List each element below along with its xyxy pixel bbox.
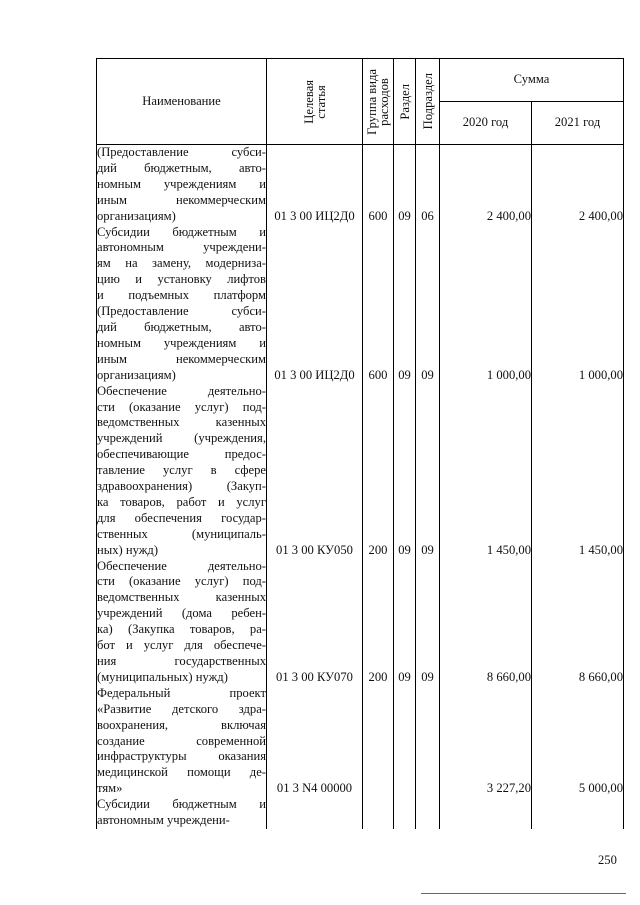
row-name-line: учреждений (учреждения, (97, 431, 266, 446)
row-code: 01 3 00 ИЦ2Д0 (267, 225, 363, 384)
row-name-line: ка) (Закупка товаров, ра- (97, 622, 266, 637)
header-expense-group: Группа вида расходов (363, 59, 394, 145)
row-name-line: номным учреждениям и (97, 335, 266, 350)
row-name-line: ям на замену, модерниза- (97, 256, 266, 271)
row-subsection: 06 (416, 145, 440, 225)
table-body (97, 145, 624, 829)
row-section: 09 (394, 384, 416, 559)
row-amount-2020: 8 660,00 (440, 559, 532, 686)
row-expense-group (363, 686, 394, 797)
row-expense-group (363, 797, 394, 829)
row-name-line: ведомственных казенных (97, 415, 266, 430)
row-expense-group: 200 (363, 559, 394, 686)
row-name-line: для обеспечения государ- (97, 510, 266, 525)
header-year-2021: 2021 год (532, 102, 624, 145)
table-row (97, 686, 624, 797)
row-amount-2020: 1 450,00 (440, 384, 532, 559)
row-amount-2020: 3 227,20 (440, 686, 532, 797)
header-sum: Сумма (440, 59, 624, 102)
row-name-line: (муниципальных) нужд) (97, 669, 228, 684)
row-name-line: ведомственных казенных (97, 590, 266, 605)
row-name-line: тавление услуг в сфере (97, 463, 266, 478)
row-name-line: номным учреждениям и (97, 176, 266, 191)
row-subsection (416, 686, 440, 797)
row-name-line: здравоохранения) (Закуп- (97, 479, 266, 494)
row-name-line: ственных (муниципаль- (97, 526, 266, 541)
table-row (97, 797, 624, 829)
row-subsection: 09 (416, 225, 440, 384)
row-name (97, 145, 267, 225)
row-expense-group: 600 (363, 225, 394, 384)
row-name (97, 686, 267, 797)
row-section: 09 (394, 225, 416, 384)
row-name-line: автономным учреждени- (97, 813, 230, 828)
row-expense-group: 600 (363, 145, 394, 225)
row-name-line: ных) нужд) (97, 542, 159, 557)
row-name-line: воохранения, включая (97, 717, 266, 732)
header-subsection: Подраздел (416, 59, 440, 145)
row-name-line: Субсидии бюджетным и (97, 797, 266, 812)
row-name-line: (Предоставление субси- (97, 145, 266, 159)
row-amount-2020: 2 400,00 (440, 145, 532, 225)
row-amount-2021: 1 450,00 (532, 384, 624, 559)
row-subsection (416, 797, 440, 829)
budget-table (96, 58, 624, 829)
row-name-line: дий бюджетным, авто- (97, 160, 266, 175)
row-name-line: обеспечивающие предос- (97, 447, 266, 462)
row-name-line: Федеральный проект (97, 685, 266, 700)
row-expense-group: 200 (363, 384, 394, 559)
row-name-line: создание современной (97, 733, 266, 748)
row-name-line: «Развитие детского здра- (97, 701, 266, 716)
page-number: 250 (598, 853, 617, 867)
row-name-line: ния государственных (97, 654, 266, 668)
row-name-line: организациям) (97, 367, 176, 382)
row-amount-2020 (440, 797, 532, 829)
row-code: 01 3 00 ИЦ2Д0 (267, 145, 363, 225)
row-name-line: медицинской помощи де- (97, 765, 266, 780)
header-section: Раздел (394, 59, 416, 145)
row-name-line: иным некоммерческим (97, 192, 266, 207)
row-name-line: инфраструктуры оказания (97, 749, 266, 764)
table-row (97, 559, 624, 686)
row-code (267, 797, 363, 829)
row-name-line: (Предоставление субси- (97, 304, 266, 319)
header-target-article: Целевая статья (267, 59, 363, 145)
row-name-line: бот и услуг для обеспече- (97, 638, 266, 653)
table-row (97, 384, 624, 559)
row-amount-2020: 1 000,00 (440, 225, 532, 384)
row-name (97, 384, 267, 559)
row-name-line: учреждений (дома ребен- (97, 606, 266, 621)
row-name-line: Субсидии бюджетным и (97, 224, 266, 239)
row-name-line: ка товаров, работ и услуг (97, 494, 266, 509)
row-name-line: сти (оказание услуг) под- (97, 399, 266, 414)
row-section: 09 (394, 145, 416, 225)
row-name-line: и подъемных платформ (97, 288, 266, 303)
row-name (97, 559, 267, 686)
row-code: 01 3 N4 00000 (267, 686, 363, 797)
row-section (394, 686, 416, 797)
row-section (394, 797, 416, 829)
row-subsection: 09 (416, 384, 440, 559)
row-subsection: 09 (416, 559, 440, 686)
row-name (97, 225, 267, 384)
row-name-line: Обеспечение деятельно- (97, 383, 266, 398)
row-name-line: иным некоммерческим (97, 351, 266, 366)
footer-rule (421, 893, 626, 894)
row-name-line: сти (оказание услуг) под- (97, 574, 266, 589)
header-year-2020: 2020 год (440, 102, 532, 145)
row-amount-2021: 1 000,00 (532, 225, 624, 384)
row-name-line: тям» (97, 781, 123, 796)
row-name (97, 797, 267, 829)
row-amount-2021: 5 000,00 (532, 686, 624, 797)
row-name-line: цию и установку лифтов (97, 272, 266, 287)
row-section: 09 (394, 559, 416, 686)
row-code: 01 3 00 КУ070 (267, 559, 363, 686)
row-name-line: организациям) (97, 208, 176, 223)
row-name-line: Обеспечение деятельно- (97, 558, 266, 573)
row-amount-2021: 2 400,00 (532, 145, 624, 225)
row-code: 01 3 00 КУ050 (267, 384, 363, 559)
table-row (97, 225, 624, 384)
row-name-line: дий бюджетным, авто- (97, 319, 266, 334)
row-amount-2021 (532, 797, 624, 829)
row-name-line: автономным учреждени- (97, 240, 266, 255)
header-name: Наименование (97, 59, 267, 145)
row-amount-2021: 8 660,00 (532, 559, 624, 686)
table-row (97, 145, 624, 225)
